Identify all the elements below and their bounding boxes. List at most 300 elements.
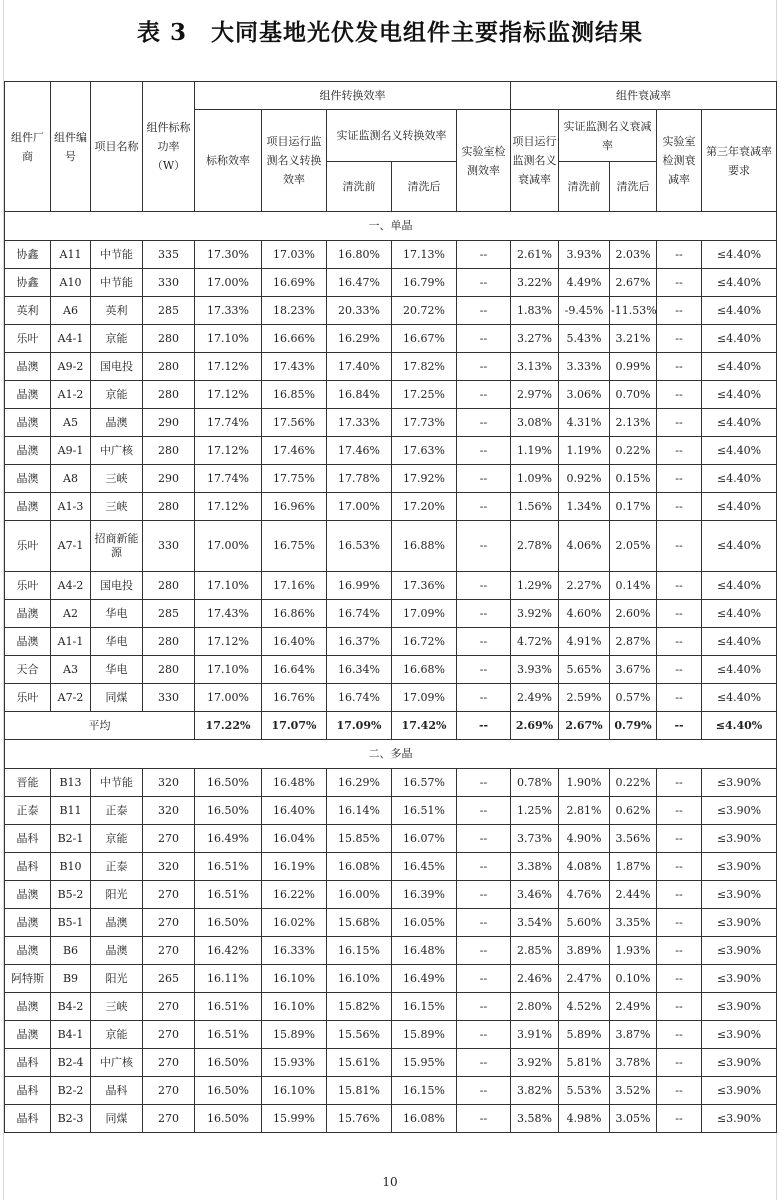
cell-manufacturer: 晶澳 — [5, 881, 51, 909]
cell-demo-degr-after: 3.35% — [610, 909, 657, 937]
header-degradation-group: 组件衰减率 — [511, 82, 777, 110]
cell-demo-degr-before: 4.52% — [559, 993, 610, 1021]
cell-demo-degr-before: 5.43% — [559, 325, 610, 353]
cell-project-degradation: 4.72% — [511, 628, 559, 656]
cell-lab-efficiency: -- — [457, 269, 511, 297]
cell-rated-power: 280 — [143, 381, 195, 409]
cell-demo-eff-after: 16.05% — [392, 909, 457, 937]
cell-manufacturer: 晶澳 — [5, 993, 51, 1021]
cell-lab-efficiency: -- — [457, 684, 511, 712]
cell-rated-efficiency: 16.11% — [195, 965, 262, 993]
cell-project-degradation: 3.58% — [511, 1105, 559, 1133]
cell-project: 阳光 — [91, 965, 143, 993]
cell-project: 中节能 — [91, 241, 143, 269]
table-row — [5, 1077, 777, 1105]
cell-project-efficiency: 17.16% — [262, 572, 327, 600]
cell-demo-degr-after: 0.22% — [610, 769, 657, 797]
cell-code: B2-4 — [51, 1049, 91, 1077]
cell-third-year: ≤4.40% — [702, 353, 777, 381]
cell-lab-degradation: -- — [657, 993, 702, 1021]
cell-project-degradation: 2.80% — [511, 993, 559, 1021]
cell-rated-power: 270 — [143, 1077, 195, 1105]
cell-code: B2-1 — [51, 825, 91, 853]
section-row — [5, 740, 777, 769]
header-rated-power: 组件标称功率（W） — [143, 82, 195, 212]
table-row — [5, 1049, 777, 1077]
table-row — [5, 684, 777, 712]
cell-project-efficiency: 16.04% — [262, 825, 327, 853]
cell-code: A9-1 — [51, 437, 91, 465]
cell-third-year: ≤4.40% — [702, 493, 777, 521]
cell-demo-eff-before: 16.74% — [327, 684, 392, 712]
cell-project: 中节能 — [91, 769, 143, 797]
cell-code: B6 — [51, 937, 91, 965]
table-row — [5, 993, 777, 1021]
cell-demo-degr-before: 5.60% — [559, 909, 610, 937]
cell-demo-degr-before: 4.91% — [559, 628, 610, 656]
cell-rated-power: 290 — [143, 465, 195, 493]
cell-demo-eff-before: 16.00% — [327, 881, 392, 909]
cell-rated-power: 270 — [143, 993, 195, 1021]
cell-demo-degr-after: 2.03% — [610, 241, 657, 269]
cell-project: 晶澳 — [91, 909, 143, 937]
cell-rated-efficiency: 17.10% — [195, 572, 262, 600]
cell-rated-efficiency: 16.42% — [195, 937, 262, 965]
cell-demo-eff-before: 15.61% — [327, 1049, 392, 1077]
cell-rated-power: 285 — [143, 297, 195, 325]
cell-demo-degr-after: 1.87% — [610, 853, 657, 881]
cell-demo-degr-after: 0.15% — [610, 465, 657, 493]
cell-project-efficiency: 17.75% — [262, 465, 327, 493]
cell-project: 国电投 — [91, 572, 143, 600]
cell-lab-degradation: -- — [657, 825, 702, 853]
cell-code: A1-1 — [51, 628, 91, 656]
cell-lab-degradation: -- — [657, 628, 702, 656]
cell-project-efficiency: 16.10% — [262, 965, 327, 993]
cell-lab-degradation: -- — [657, 600, 702, 628]
cell-project-degradation: 1.25% — [511, 797, 559, 825]
cell-lab-efficiency: -- — [457, 521, 511, 572]
cell-demo-eff-before: 16.29% — [327, 769, 392, 797]
cell-rated-power: 320 — [143, 853, 195, 881]
cell-project: 招商新能源 — [91, 521, 143, 572]
cell-demo-eff-after: 16.57% — [392, 769, 457, 797]
cell-project-efficiency: 16.40% — [262, 797, 327, 825]
cell-lab-efficiency: -- — [457, 241, 511, 269]
cell-demo-eff-after: 16.39% — [392, 881, 457, 909]
cell-third-year: ≤3.90% — [702, 909, 777, 937]
cell-demo-degr-before: 3.33% — [559, 353, 610, 381]
header-degr-after-clean: 清洗后 — [610, 162, 657, 212]
cell-demo-eff-before: 17.40% — [327, 353, 392, 381]
cell-lab-efficiency: -- — [457, 381, 511, 409]
cell-code: A2 — [51, 600, 91, 628]
cell-demo-eff-before: 20.33% — [327, 297, 392, 325]
cell-project-degradation: 3.38% — [511, 853, 559, 881]
table-row — [5, 465, 777, 493]
cell-code: B2-2 — [51, 1077, 91, 1105]
cell-rated-efficiency: 16.50% — [195, 909, 262, 937]
cell-rated-efficiency: 17.30% — [195, 241, 262, 269]
table-row — [5, 521, 777, 572]
cell-project: 华电 — [91, 656, 143, 684]
cell-project: 中节能 — [91, 269, 143, 297]
cell-rated-power: 270 — [143, 881, 195, 909]
cell-manufacturer: 晶科 — [5, 1077, 51, 1105]
cell-project: 同煤 — [91, 684, 143, 712]
cell-demo-eff-after: 16.67% — [392, 325, 457, 353]
cell-rated-power: 280 — [143, 656, 195, 684]
cell-project-degradation: 3.46% — [511, 881, 559, 909]
cell-project: 正泰 — [91, 797, 143, 825]
cell-lab-degradation: -- — [657, 684, 702, 712]
cell-demo-eff-before: 16.80% — [327, 241, 392, 269]
cell-rated-efficiency: 16.50% — [195, 769, 262, 797]
cell-project-efficiency: 15.99% — [262, 1105, 327, 1133]
cell-demo-degr-after: 3.52% — [610, 1077, 657, 1105]
cell-demo-degr-before: 4.08% — [559, 853, 610, 881]
cell-demo-eff-after: 16.72% — [392, 628, 457, 656]
cell-rated-efficiency: 17.10% — [195, 656, 262, 684]
table-row — [5, 797, 777, 825]
cell-demo-eff-before: 15.76% — [327, 1105, 392, 1133]
cell-project-efficiency: 17.03% — [262, 241, 327, 269]
table-row — [5, 1021, 777, 1049]
cell-manufacturer: 阿特斯 — [5, 965, 51, 993]
cell-project-efficiency: 16.75% — [262, 521, 327, 572]
cell-project-degradation: 1.83% — [511, 297, 559, 325]
cell-rated-power: 290 — [143, 409, 195, 437]
table-row — [5, 853, 777, 881]
cell-rated-efficiency: 16.51% — [195, 993, 262, 1021]
cell-project-degradation: 1.19% — [511, 437, 559, 465]
cell-demo-degr-after: 3.78% — [610, 1049, 657, 1077]
cell-demo-eff-after: 17.82% — [392, 353, 457, 381]
cell-demo-eff-after: 17.63% — [392, 437, 457, 465]
cell-manufacturer: 晶澳 — [5, 493, 51, 521]
cell-rated-efficiency: 17.00% — [195, 521, 262, 572]
cell-rated-efficiency: 17.74% — [195, 409, 262, 437]
cell-project-efficiency: 15.89% — [262, 1021, 327, 1049]
cell-rated-efficiency: 16.51% — [195, 1021, 262, 1049]
cell-manufacturer: 晶科 — [5, 1105, 51, 1133]
average-demo-eff-before: 17.09% — [327, 712, 392, 740]
cell-manufacturer: 协鑫 — [5, 269, 51, 297]
cell-demo-degr-after: 2.13% — [610, 409, 657, 437]
cell-project: 晶科 — [91, 1077, 143, 1105]
cell-lab-degradation: -- — [657, 853, 702, 881]
page-number: 10 — [382, 1175, 398, 1189]
section-row — [5, 212, 777, 241]
cell-demo-eff-after: 17.36% — [392, 572, 457, 600]
cell-project-degradation: 3.92% — [511, 1049, 559, 1077]
average-demo-eff-after: 17.42% — [392, 712, 457, 740]
cell-rated-power: 270 — [143, 1021, 195, 1049]
cell-demo-eff-after: 17.09% — [392, 600, 457, 628]
cell-demo-degr-before: 5.81% — [559, 1049, 610, 1077]
cell-code: A5 — [51, 409, 91, 437]
cell-code: A4-2 — [51, 572, 91, 600]
cell-demo-eff-before: 15.82% — [327, 993, 392, 1021]
cell-third-year: ≤3.90% — [702, 1021, 777, 1049]
cell-demo-eff-after: 17.09% — [392, 684, 457, 712]
table-row — [5, 325, 777, 353]
cell-rated-efficiency: 17.12% — [195, 353, 262, 381]
cell-lab-degradation: -- — [657, 656, 702, 684]
table-row — [5, 881, 777, 909]
cell-project: 三峡 — [91, 465, 143, 493]
cell-demo-degr-before: 4.49% — [559, 269, 610, 297]
cell-demo-eff-after: 16.51% — [392, 797, 457, 825]
cell-project: 同煤 — [91, 1105, 143, 1133]
cell-demo-degr-after: 2.60% — [610, 600, 657, 628]
cell-code: A7-1 — [51, 521, 91, 572]
cell-code: B4-2 — [51, 993, 91, 1021]
cell-code: A3 — [51, 656, 91, 684]
header-third-year: 第三年衰减率要求 — [702, 110, 777, 212]
average-label: 平均 — [5, 712, 195, 740]
cell-demo-degr-before: 3.89% — [559, 937, 610, 965]
table-row — [5, 1105, 777, 1133]
cell-demo-degr-after: 1.93% — [610, 937, 657, 965]
average-demo-degr-before: 2.67% — [559, 712, 610, 740]
table-row — [5, 297, 777, 325]
cell-code: B10 — [51, 853, 91, 881]
cell-project-efficiency: 16.10% — [262, 993, 327, 1021]
cell-code: B11 — [51, 797, 91, 825]
cell-lab-degradation: -- — [657, 1077, 702, 1105]
cell-rated-power: 280 — [143, 628, 195, 656]
cell-third-year: ≤4.40% — [702, 572, 777, 600]
cell-manufacturer: 晶澳 — [5, 437, 51, 465]
cell-third-year: ≤4.40% — [702, 241, 777, 269]
cell-code: B5-2 — [51, 881, 91, 909]
cell-third-year: ≤4.40% — [702, 600, 777, 628]
cell-project: 华电 — [91, 600, 143, 628]
cell-lab-degradation: -- — [657, 269, 702, 297]
cell-rated-power: 280 — [143, 437, 195, 465]
cell-project-degradation: 3.54% — [511, 909, 559, 937]
average-row — [5, 712, 777, 740]
cell-lab-efficiency: -- — [457, 1049, 511, 1077]
cell-rated-efficiency: 17.00% — [195, 684, 262, 712]
cell-rated-power: 270 — [143, 937, 195, 965]
cell-project: 中广核 — [91, 1049, 143, 1077]
cell-demo-eff-before: 16.29% — [327, 325, 392, 353]
cell-project-efficiency: 16.02% — [262, 909, 327, 937]
cell-demo-degr-before: 3.06% — [559, 381, 610, 409]
cell-project-degradation: 0.78% — [511, 769, 559, 797]
cell-project-efficiency: 16.64% — [262, 656, 327, 684]
cell-rated-power: 285 — [143, 600, 195, 628]
cell-rated-power: 270 — [143, 1049, 195, 1077]
cell-demo-degr-before: -9.45% — [559, 297, 610, 325]
cell-lab-degradation: -- — [657, 572, 702, 600]
cell-demo-degr-before: 4.31% — [559, 409, 610, 437]
cell-third-year: ≤3.90% — [702, 1105, 777, 1133]
cell-demo-degr-after: 2.67% — [610, 269, 657, 297]
cell-manufacturer: 晶澳 — [5, 909, 51, 937]
cell-demo-degr-after: 3.56% — [610, 825, 657, 853]
cell-lab-degradation: -- — [657, 909, 702, 937]
cell-demo-eff-before: 16.84% — [327, 381, 392, 409]
cell-project-degradation: 3.73% — [511, 825, 559, 853]
cell-project: 中广核 — [91, 437, 143, 465]
cell-manufacturer: 乐叶 — [5, 684, 51, 712]
cell-lab-efficiency: -- — [457, 853, 511, 881]
cell-demo-eff-before: 17.00% — [327, 493, 392, 521]
cell-lab-degradation: -- — [657, 241, 702, 269]
cell-demo-degr-before: 4.60% — [559, 600, 610, 628]
cell-demo-eff-before: 16.53% — [327, 521, 392, 572]
cell-demo-degr-after: 2.44% — [610, 881, 657, 909]
average-lab-degradation: -- — [657, 712, 702, 740]
cell-manufacturer: 晶澳 — [5, 465, 51, 493]
cell-third-year: ≤4.40% — [702, 269, 777, 297]
cell-demo-degr-before: 2.27% — [559, 572, 610, 600]
cell-project: 京能 — [91, 825, 143, 853]
cell-manufacturer: 乐叶 — [5, 521, 51, 572]
average-project-degradation: 2.69% — [511, 712, 559, 740]
cell-demo-eff-after: 17.92% — [392, 465, 457, 493]
table-row — [5, 381, 777, 409]
cell-lab-efficiency: -- — [457, 325, 511, 353]
header-eff-after-clean: 清洗后 — [392, 162, 457, 212]
cell-project: 华电 — [91, 628, 143, 656]
cell-code: A1-2 — [51, 381, 91, 409]
cell-manufacturer: 晶科 — [5, 853, 51, 881]
table-row — [5, 965, 777, 993]
cell-demo-degr-after: 0.10% — [610, 965, 657, 993]
cell-rated-power: 280 — [143, 493, 195, 521]
cell-code: A11 — [51, 241, 91, 269]
cell-code: B4-1 — [51, 1021, 91, 1049]
cell-lab-efficiency: -- — [457, 797, 511, 825]
cell-project-efficiency: 15.93% — [262, 1049, 327, 1077]
cell-rated-efficiency: 16.50% — [195, 797, 262, 825]
cell-manufacturer: 晋能 — [5, 769, 51, 797]
cell-manufacturer: 晶科 — [5, 825, 51, 853]
header-project-efficiency: 项目运行监测名义转换效率 — [262, 110, 327, 212]
cell-rated-efficiency: 17.43% — [195, 600, 262, 628]
cell-third-year: ≤3.90% — [702, 825, 777, 853]
average-third-year: ≤4.40% — [702, 712, 777, 740]
cell-demo-eff-before: 16.37% — [327, 628, 392, 656]
table-row — [5, 656, 777, 684]
cell-code: A6 — [51, 297, 91, 325]
cell-manufacturer: 英利 — [5, 297, 51, 325]
cell-rated-efficiency: 17.33% — [195, 297, 262, 325]
cell-project-degradation: 3.13% — [511, 353, 559, 381]
cell-demo-eff-before: 16.15% — [327, 937, 392, 965]
cell-demo-eff-before: 16.10% — [327, 965, 392, 993]
cell-third-year: ≤3.90% — [702, 881, 777, 909]
table-row — [5, 628, 777, 656]
cell-manufacturer: 协鑫 — [5, 241, 51, 269]
cell-project-efficiency: 16.85% — [262, 381, 327, 409]
cell-demo-degr-after: 0.14% — [610, 572, 657, 600]
cell-project-efficiency: 16.86% — [262, 600, 327, 628]
cell-demo-degr-after: 3.05% — [610, 1105, 657, 1133]
cell-project-degradation: 3.82% — [511, 1077, 559, 1105]
cell-demo-degr-after: 3.87% — [610, 1021, 657, 1049]
cell-demo-eff-before: 16.99% — [327, 572, 392, 600]
cell-project: 京能 — [91, 1021, 143, 1049]
cell-third-year: ≤4.40% — [702, 684, 777, 712]
table-title: 表 3 大同基地光伏发电组件主要指标监测结果 — [136, 19, 643, 46]
cell-lab-efficiency: -- — [457, 825, 511, 853]
cell-lab-degradation: -- — [657, 881, 702, 909]
cell-code: A10 — [51, 269, 91, 297]
cell-manufacturer: 晶澳 — [5, 409, 51, 437]
cell-project-degradation: 3.27% — [511, 325, 559, 353]
cell-third-year: ≤3.90% — [702, 993, 777, 1021]
cell-demo-degr-after: 0.22% — [610, 437, 657, 465]
header-eff-before-clean: 清洗前 — [327, 162, 392, 212]
table-row — [5, 437, 777, 465]
cell-rated-efficiency: 16.51% — [195, 881, 262, 909]
cell-demo-degr-before: 2.59% — [559, 684, 610, 712]
table-body — [5, 212, 777, 1133]
cell-project-degradation: 2.97% — [511, 381, 559, 409]
table-row — [5, 493, 777, 521]
cell-demo-degr-before: 5.89% — [559, 1021, 610, 1049]
cell-lab-efficiency: -- — [457, 628, 511, 656]
cell-project-degradation: 1.09% — [511, 465, 559, 493]
cell-code: A8 — [51, 465, 91, 493]
cell-code: B5-1 — [51, 909, 91, 937]
cell-third-year: ≤4.40% — [702, 325, 777, 353]
cell-lab-efficiency: -- — [457, 465, 511, 493]
cell-project: 晶澳 — [91, 937, 143, 965]
average-demo-degr-after: 0.79% — [610, 712, 657, 740]
cell-rated-efficiency: 16.50% — [195, 1049, 262, 1077]
cell-project-degradation: 3.08% — [511, 409, 559, 437]
table-row — [5, 269, 777, 297]
cell-project-efficiency: 17.56% — [262, 409, 327, 437]
cell-demo-degr-after: 2.87% — [610, 628, 657, 656]
cell-lab-efficiency: -- — [457, 437, 511, 465]
cell-lab-efficiency: -- — [457, 769, 511, 797]
cell-demo-eff-before: 16.74% — [327, 600, 392, 628]
cell-demo-eff-after: 16.49% — [392, 965, 457, 993]
table-row — [5, 769, 777, 797]
cell-demo-degr-after: 0.17% — [610, 493, 657, 521]
cell-project: 正泰 — [91, 853, 143, 881]
cell-demo-eff-after: 16.79% — [392, 269, 457, 297]
header-rated-efficiency: 标称效率 — [195, 110, 262, 212]
cell-project: 京能 — [91, 325, 143, 353]
cell-manufacturer: 晶澳 — [5, 628, 51, 656]
cell-demo-eff-after: 16.45% — [392, 853, 457, 881]
cell-third-year: ≤3.90% — [702, 769, 777, 797]
cell-project-efficiency: 16.19% — [262, 853, 327, 881]
cell-project-efficiency: 16.48% — [262, 769, 327, 797]
header-lab-efficiency: 实验室检测效率 — [457, 110, 511, 212]
cell-demo-eff-after: 17.25% — [392, 381, 457, 409]
cell-demo-eff-before: 16.47% — [327, 269, 392, 297]
cell-demo-degr-before: 1.19% — [559, 437, 610, 465]
cell-project: 京能 — [91, 381, 143, 409]
cell-demo-degr-after: 0.70% — [610, 381, 657, 409]
cell-code: A7-2 — [51, 684, 91, 712]
cell-demo-eff-before: 16.14% — [327, 797, 392, 825]
cell-demo-degr-before: 2.47% — [559, 965, 610, 993]
cell-third-year: ≤3.90% — [702, 1049, 777, 1077]
cell-lab-efficiency: -- — [457, 1021, 511, 1049]
cell-project-degradation: 2.85% — [511, 937, 559, 965]
cell-project-efficiency: 18.23% — [262, 297, 327, 325]
